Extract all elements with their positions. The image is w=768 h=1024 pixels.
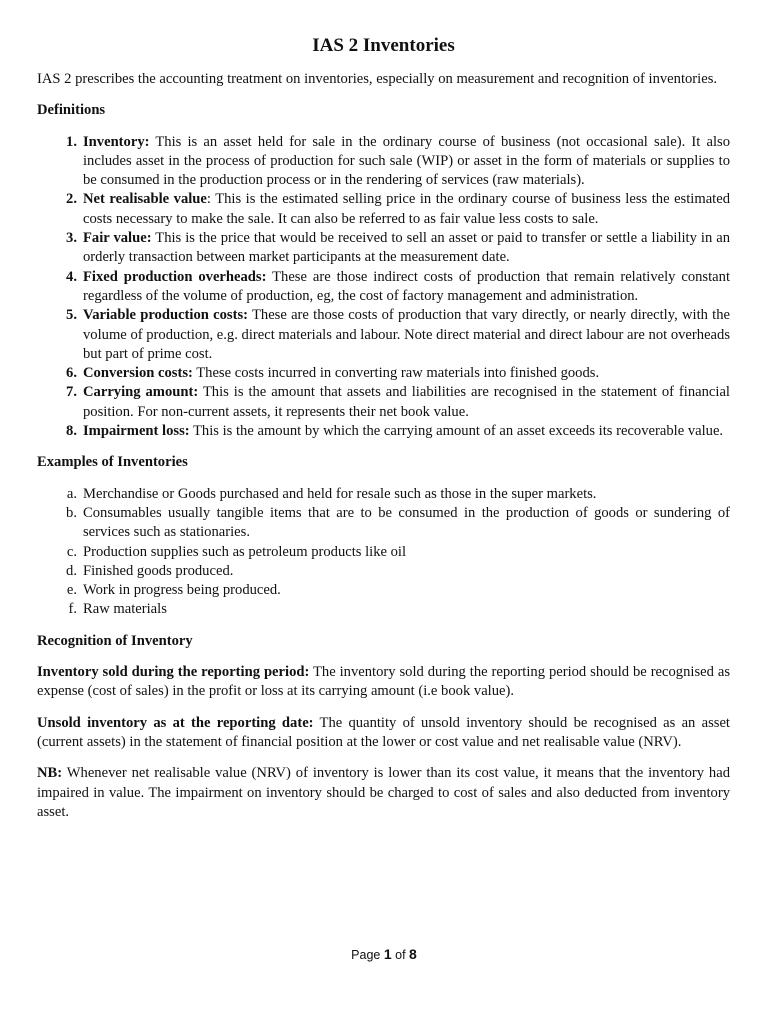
list-number: 6. [66,365,77,382]
example-text: Consumables usually tangible items that are to be consumed in the production of goods or sundering of services such as stationaries. [83,504,730,541]
definition-item [37,268,730,307]
definition-term: Net realisable value [83,191,207,208]
paragraph-text: Whenever net realisable value (NRV) of inventory is lower than its cost value, it means that the inventory had impaired in value. The impairment on inventory should be charged to cost of sales and also deducted from inventory asset. [37,765,730,820]
current-page-number: 1 [383,946,392,962]
list-letter: b. [66,504,77,521]
of-word: of [395,948,406,962]
example-item [37,581,730,600]
example-text: Production supplies such as petroleum products like oil [83,543,407,560]
page-word: Page [351,948,381,962]
list-letter: c. [66,543,77,560]
total-page-number: 8 [409,946,417,962]
list-number: 2. [66,191,77,208]
recognition-heading: Recognition of Inventory [37,632,193,649]
page-footer [0,946,768,962]
definition-text: These costs incurred in converting raw materials into finished goods. [192,365,600,382]
definition-item [37,422,730,441]
paragraph-lead: NB: [37,765,63,782]
definition-term: Carrying amount: [83,384,199,401]
example-text: Work in progress being produced. [83,582,281,599]
paragraph-text: The inventory sold during the reporting period should be recognised as expense (cost of sales) in the profit or loss at its carrying amount (i.e book value). [37,664,730,700]
recognition-unsold-paragraph [37,714,730,753]
example-item [37,562,730,581]
list-number: 5. [66,307,77,324]
definition-term: Impairment loss: [83,423,190,440]
recognition-sold-paragraph [37,663,730,702]
definition-term: Inventory: [83,133,150,150]
example-text: Raw materials [83,601,167,618]
list-letter: e. [66,582,77,599]
definitions-list [37,133,730,442]
definition-term: Fixed production overheads: [83,268,267,285]
list-letter: d. [66,562,77,579]
list-number: 1. [66,133,77,150]
example-item [37,504,730,543]
examples-heading: Examples of Inventories [37,454,188,471]
definition-text: These are those indirect costs of production that remain relatively constant regardless of the volume of production, eg, the cost of factory management and administration. [83,268,730,304]
definition-text: These are those costs of production that vary directly, or nearly directly, with the volume of production, e.g. direct materials and labour. Note direct material and direct labour are not overheads but part of prime cost. [83,307,730,362]
recognition-nb-paragraph [37,764,730,822]
list-letter: f. [68,601,77,618]
definition-text: This is an asset held for sale in the ordinary course of business (not occasional sale). It also includes asset in the process of production for such sale (WIP) or asset in the form of materials or supplies to be consumed in the production process or in the rendering of services (raw materials). [83,133,730,189]
document-title: IAS 2 Inventories [312,35,455,56]
definition-text: This is the price that would be received to sell an asset or paid to transfer or settle a liability in an orderly transaction between market participants at the measurement date. [83,230,730,266]
definition-term: Conversion costs: [83,365,193,382]
paragraph-lead: Inventory sold during the reporting period: [37,664,310,681]
definition-term: Fair value: [83,230,152,247]
definition-item [37,133,730,191]
document-body [37,70,730,834]
definitions-heading: Definitions [37,102,106,119]
example-text: Finished goods produced. [83,562,234,579]
definition-item [37,383,730,422]
example-item [37,600,730,619]
example-item [37,543,730,562]
list-letter: a. [66,485,77,502]
definition-item [37,306,730,364]
definition-text: : This is the estimated selling price in the ordinary course of business less the estimated costs necessary to make the sale. It can also be referred to as fair value less costs to sale. [83,191,730,227]
list-number: 3. [66,230,77,247]
intro-paragraph: IAS 2 prescribes the accounting treatment on inventories, especially on measurement and recognition of inventories. [37,71,718,87]
definition-item [37,229,730,268]
definition-item [37,190,730,229]
list-number: 4. [66,268,77,285]
list-number: 7. [66,384,77,401]
examples-list [37,485,730,620]
definition-term: Variable production costs: [83,307,248,324]
definition-item [37,364,730,383]
list-number: 8. [66,423,77,440]
paragraph-lead: Unsold inventory as at the reporting date: [37,714,314,731]
example-text: Merchandise or Goods purchased and held for resale such as those in the super markets. [83,485,597,502]
example-item [37,485,730,504]
paragraph-text: The quantity of unsold inventory should be recognised as an asset (current assets) in the statement of financial position at the lower or cost value and net realisable value (NRV). [37,714,730,750]
definition-text: This is the amount by which the carrying amount of an asset exceeds its recoverable value. [189,423,724,440]
definition-text: This is the amount that assets and liabilities are recognised in the statement of financial position. For non-current assets, it represents their net book value. [83,384,730,420]
